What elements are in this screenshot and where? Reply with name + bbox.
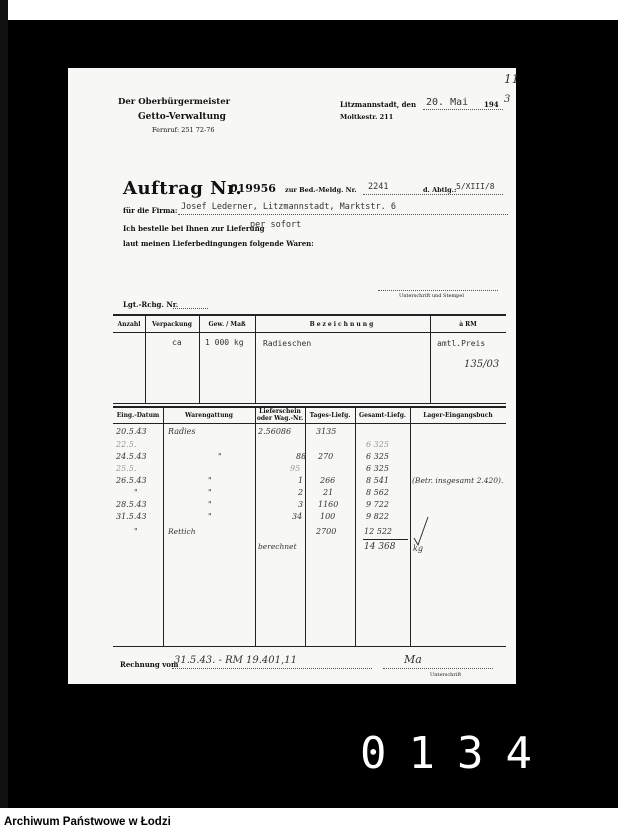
receipt-tages: 3135 (316, 427, 337, 436)
total-unit: kg (413, 544, 423, 553)
receipt-schein: 1 (298, 476, 304, 485)
authority-line2: Getto-Verwaltung (138, 112, 226, 122)
receipt-col-divider (255, 406, 256, 646)
invoice-signature: Ma (404, 653, 422, 666)
corner-mark: 11 (504, 72, 520, 86)
receipt-schein: 88 (296, 452, 307, 461)
receipt-schein: 2.56086 (258, 427, 292, 436)
receipt-date: 25.5. (116, 464, 137, 473)
receipt-gesamt: 8 562 (366, 488, 389, 497)
receipt-tages: 100 (320, 512, 336, 521)
receipt-col-divider (410, 406, 411, 646)
receipt-gesamt: 9 822 (366, 512, 389, 521)
invoice-signature-line (383, 668, 493, 669)
receipt-col-divider (163, 406, 164, 646)
ledger-label: Lgt.-Rchg. Nr. (123, 300, 179, 309)
col-header-anzahl: Anzahl (117, 321, 141, 328)
order-line-value: per sofort (250, 220, 302, 230)
receipt-tages: 270 (318, 452, 334, 461)
receipt-gesamt: 6 325 (366, 452, 389, 461)
receipt-date: " (134, 527, 138, 536)
col-header-gewicht: Gew. / Maß (208, 321, 246, 328)
receipt-schein: 2 (298, 488, 304, 497)
col-header-tages: Tages-Liefg. (309, 412, 351, 419)
items-table-bottom (113, 403, 506, 404)
receipt-ware: " (218, 452, 222, 461)
receipt-date: 31.5.43 (116, 512, 147, 521)
archive-institution: Archiwum Państwowe w Łodzi (4, 816, 171, 828)
receipt-schein: 95 (290, 464, 301, 473)
items-table-header-line (113, 332, 506, 333)
item-gewicht: 1 000 kg (205, 338, 244, 347)
archive-footer (0, 808, 618, 840)
invoice-signature-caption: Unterschrift (430, 672, 462, 678)
receipt-table-header-line (113, 423, 506, 424)
receipt-schein: 34 (292, 512, 303, 521)
invoice-value: 31.5.43. - RM 19.401,11 (174, 655, 297, 666)
receipt-tages: 1160 (318, 500, 339, 509)
receipt-gesamt: 6 325 (366, 464, 389, 473)
date-day: 20. Mai (426, 97, 469, 108)
receipt-date: 24.5.43 (116, 452, 147, 461)
price-note: 135/03 (464, 359, 500, 370)
receipt-gesamt: 8 541 (366, 476, 389, 485)
receipt-ware: Radies (168, 427, 196, 436)
film-frame-top (0, 0, 618, 20)
invoice-dotted-line (172, 668, 372, 669)
total-label: berechnet (258, 542, 297, 551)
items-table-top (113, 314, 506, 316)
receipt-ware: " (208, 500, 212, 509)
frame-counter-panel (316, 716, 618, 800)
receipt-table-bottom (113, 646, 506, 647)
receipt-date: 26.5.43 (116, 476, 147, 485)
col-header-gesamt: Gesamt-Liefg. (359, 412, 406, 419)
receipt-col-divider (355, 406, 356, 646)
receipt-date: 28.5.43 (116, 500, 147, 509)
receipt-tages: 2700 (316, 527, 337, 536)
check-stroke-icon (413, 516, 429, 546)
receipt-gesamt: 6 325 (366, 440, 389, 449)
firm-label: für die Firma: (123, 206, 178, 215)
receipt-date: " (134, 488, 138, 497)
receipt-schein: 3 (298, 500, 304, 509)
order-document (68, 68, 520, 684)
receipt-ware: Rettich (168, 527, 196, 536)
order-line-prefix: Ich bestelle bei Ihnen zur Lieferung (123, 224, 265, 233)
department-label: d. Abtlg.: (423, 186, 457, 194)
reference-number: 2241 (368, 182, 389, 192)
firm-value: Josef Lederner, Litzmannstadt, Marktstr. 6 (181, 202, 396, 212)
department-value: 5/XIII/8 (456, 182, 495, 191)
col-header-eingang: Eing.-Datum (116, 412, 160, 419)
receipt-ware: " (208, 476, 212, 485)
film-frame-left (0, 0, 8, 840)
total-underline (363, 539, 408, 540)
receipt-side-note: (Betr. insgesamt 2.420). (412, 476, 504, 485)
invoice-label: Rechnung vom (120, 660, 179, 669)
receipt-date: 20.5.43 (116, 427, 147, 436)
item-verpackung: ca (172, 338, 182, 347)
authority-line1: Der Oberbürgermeister (118, 97, 231, 107)
receipt-date: 22.5. (116, 440, 137, 449)
total-value: 14 368 (364, 542, 396, 552)
receipt-tages: 21 (323, 488, 334, 497)
receipt-tages: 266 (320, 476, 336, 485)
signature-dotted-line (378, 290, 498, 291)
col-header-lieferschein: Lieferschein oder Wag.-Nr. (256, 408, 304, 422)
reference-label: zur Bed.-Meldg. Nr. (285, 186, 357, 194)
receipt-ware: " (208, 488, 212, 497)
item-bezeichnung: Radieschen (263, 339, 312, 348)
phone-number: Fernruf: 251 72-76 (152, 126, 215, 134)
col-header-preis: à RM (459, 321, 477, 328)
date-dotted-line (423, 109, 503, 110)
date-year: 194 (484, 100, 499, 109)
col-header-warengattung: Warengattung (185, 412, 233, 419)
office-address: Moltkestr. 211 (340, 113, 394, 121)
receipt-ware: " (208, 512, 212, 521)
item-preis: amtl.Preis (437, 339, 486, 348)
ledger-dotted-line (173, 308, 208, 309)
date-year-digit: 3 (504, 94, 511, 105)
firm-dotted-line (178, 214, 508, 215)
receipt-gesamt: 12 522 (364, 527, 392, 536)
receipt-col-divider (305, 406, 306, 646)
reference-dotted-line (363, 194, 503, 195)
signature-stamp-caption: Unterschrift und Stempel (399, 293, 464, 299)
city-date-label: Litzmannstadt, den (340, 100, 417, 109)
col-header-bezeichnung: Bezeichnung (309, 321, 376, 328)
receipt-table-top (113, 406, 506, 408)
order-title: Auftrag Nr. (123, 178, 243, 199)
order-number: 019956 (230, 182, 276, 195)
col-header-lager: Lager-Eingangsbuch (423, 412, 493, 419)
frame-counter: 0134 (360, 728, 554, 779)
terms-text: laut meinen Lieferbedingungen folgende Waren: (123, 239, 314, 248)
receipt-gesamt: 9 722 (366, 500, 389, 509)
col-header-verpackung: Verpackung (152, 321, 192, 328)
